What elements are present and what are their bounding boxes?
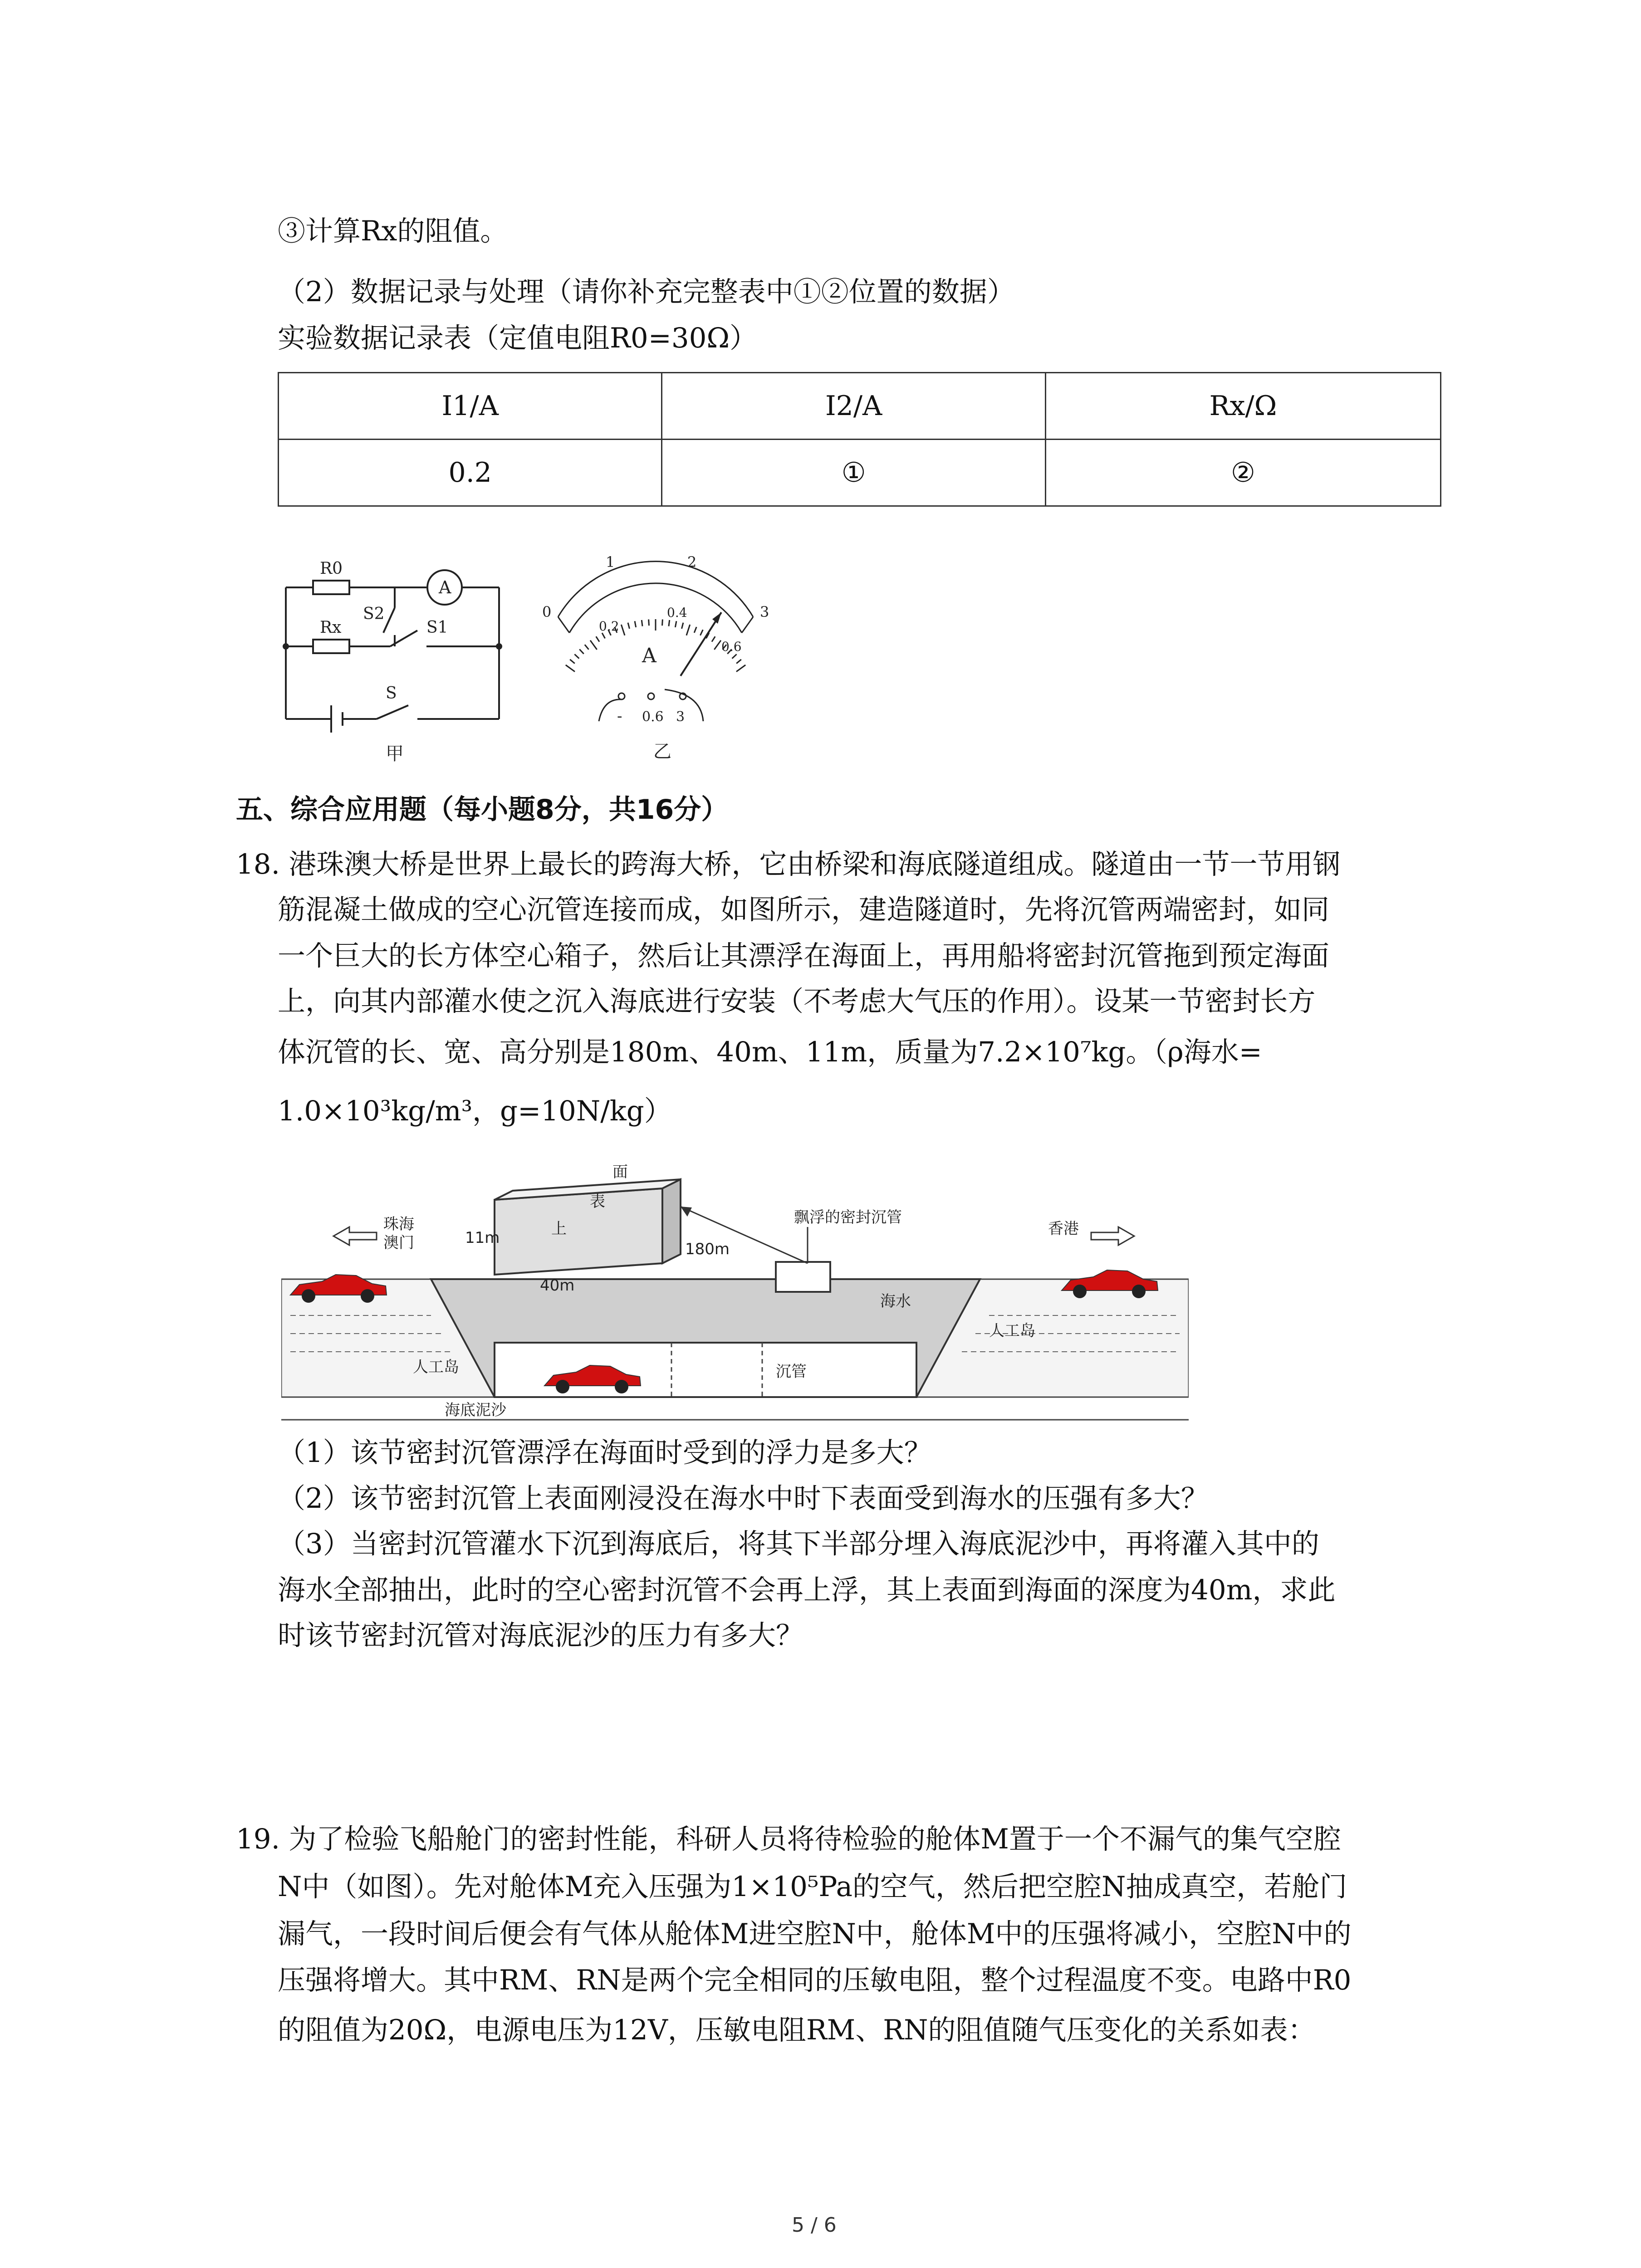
scale-2: 2 bbox=[687, 553, 697, 571]
meter-tick bbox=[694, 627, 696, 633]
scale-0.4: 0.4 bbox=[667, 605, 687, 620]
label-seabed: 海底泥沙 bbox=[445, 1401, 506, 1419]
tunnel-figure bbox=[281, 1143, 1189, 1433]
terminal-0.6: 0.6 bbox=[642, 709, 664, 725]
ammeter-dial bbox=[531, 540, 785, 771]
scale-3: 3 bbox=[760, 603, 769, 621]
table-row bbox=[279, 440, 1441, 506]
scale-0: 0 bbox=[542, 603, 552, 621]
meter-tick bbox=[596, 636, 599, 642]
meter-tick bbox=[628, 623, 629, 629]
q18-sub: （1）该节密封沉管漂浮在海面时受到的浮力是多大？ bbox=[278, 1437, 932, 1469]
meter-tick bbox=[635, 621, 636, 627]
label-tube: 沉管 bbox=[776, 1363, 807, 1381]
meter-tick bbox=[700, 630, 703, 635]
table-header-row bbox=[279, 373, 1441, 440]
section-5-heading: 五、综合应用题（每小题8分，共16分） bbox=[236, 794, 729, 826]
meter-tick bbox=[682, 623, 683, 629]
s2-label: S2 bbox=[363, 605, 385, 623]
table-header-cell: Rx/Ω bbox=[1045, 373, 1440, 440]
page-number: 5 / 6 bbox=[792, 2214, 837, 2237]
q19-line: 压强将增大。其中RM、RN是两个完全相同的压敏电阻，整个过程温度不变。电路中R0 bbox=[278, 1964, 1352, 1996]
meter-tick bbox=[621, 625, 625, 635]
meter-tick bbox=[570, 660, 575, 664]
terminal-3: 3 bbox=[676, 709, 685, 725]
label-island-left: 人工岛 bbox=[413, 1358, 459, 1376]
meter-unit: A bbox=[642, 644, 656, 667]
scale-0.6: 0.6 bbox=[721, 639, 742, 654]
r0-label: R0 bbox=[320, 559, 343, 578]
meter-tick bbox=[736, 665, 745, 672]
step3-text: ③计算Rx的阻值。 bbox=[278, 215, 508, 247]
q19-line: 漏气，一段时间后便会有气体从舱体M进空腔N中，舱体M中的压强将减小，空腔N中的 bbox=[278, 1918, 1352, 1950]
ammeter-label: A bbox=[439, 577, 451, 597]
meter-tick bbox=[675, 621, 676, 627]
meter-needle bbox=[681, 612, 721, 676]
s-label: S bbox=[386, 684, 397, 703]
meter-tick bbox=[579, 649, 583, 654]
part2-text: （2）数据记录与处理（请你补充完整表中①②位置的数据） bbox=[278, 276, 1015, 308]
table-header-cell: I2/A bbox=[662, 373, 1045, 440]
meter-tick bbox=[712, 636, 715, 642]
q19-line: 的阻值为20Ω，电源电压为12V，压敏电阻RM、RN的阻值随气压变化的关系如表： bbox=[278, 2014, 1316, 2046]
surface-char: 上 bbox=[551, 1220, 567, 1238]
q19-line: N中（如图）。先对舱体M充入压强为1×10⁵Pa的空气，然后把空腔N抽成真空，若舱门 bbox=[278, 1871, 1347, 1903]
surface-char: 表 bbox=[590, 1193, 605, 1211]
s1-label: S1 bbox=[426, 618, 448, 637]
figure-label-yi: 乙 bbox=[653, 741, 671, 762]
meter-tick bbox=[574, 654, 579, 658]
q18-line: 筋混凝土做成的空心沉管连接而成，如图所示，建造隧道时，先将沉管两端密封，如同 bbox=[278, 894, 1330, 926]
surface-char: 面 bbox=[612, 1163, 628, 1181]
q19-line: 19. 为了检验飞船舱门的密封性能，科研人员将待检验的舱体M置于一个不漏气的集气空腔 bbox=[236, 1823, 1341, 1855]
table-header-cell: I1/A bbox=[279, 373, 662, 440]
circuit-diagram bbox=[277, 544, 513, 771]
terminal-minus: - bbox=[617, 707, 622, 725]
dim-40m: 40m bbox=[540, 1276, 575, 1295]
q18-sub: 海水全部抽出，此时的空心密封沉管不会再上浮，其上表面到海面的深度为40m，求此 bbox=[278, 1574, 1336, 1606]
figure-label-jia: 甲 bbox=[386, 743, 404, 764]
q18-sub: 时该节密封沉管对海底泥沙的压力有多大？ bbox=[278, 1619, 804, 1652]
q18-line: 体沉管的长、宽、高分别是180m、40m、11m，质量为7.2×10⁷kg。（ρ海水= bbox=[278, 1036, 1262, 1068]
table-cell: 0.2 bbox=[279, 440, 662, 506]
experiment-table bbox=[278, 372, 1441, 507]
table-cell: ① bbox=[662, 440, 1045, 506]
meter-tick bbox=[732, 654, 737, 658]
q18-line: 一个巨大的长方体空心箱子，然后让其漂浮在海面上，再用船将密封沉管拖到预定海面 bbox=[278, 940, 1330, 972]
scale-0.2: 0.2 bbox=[599, 619, 619, 634]
q18-sub: （2）该节密封沉管上表面刚浸没在海水中时下表面受到海水的压强有多大？ bbox=[278, 1482, 1209, 1515]
meter-tick bbox=[714, 640, 721, 650]
label-floating-tube: 飘浮的密封沉管 bbox=[794, 1208, 902, 1227]
meter-tick bbox=[602, 633, 605, 638]
scale-1: 1 bbox=[606, 553, 615, 571]
q18-line: 1.0×10³kg/m³，g=10N/kg） bbox=[278, 1095, 672, 1127]
label-seawater: 海水 bbox=[880, 1292, 911, 1310]
meter-tick bbox=[686, 625, 690, 635]
dim-11m: 11m bbox=[465, 1229, 500, 1247]
label-hongkong: 香港 bbox=[1048, 1220, 1079, 1238]
meter-tick bbox=[669, 620, 670, 626]
meter-tick bbox=[736, 660, 741, 664]
dim-180m: 180m bbox=[685, 1240, 730, 1258]
rx-label: Rx bbox=[320, 618, 342, 637]
meter-tick bbox=[585, 645, 589, 650]
meter-tick bbox=[662, 619, 663, 626]
q18-line: 上，向其内部灌水使之沉入海底进行安装（不考虑大气压的作用）。设某一节密封长方 bbox=[278, 985, 1316, 1017]
table-caption: 实验数据记录表（定值电阻R0=30Ω） bbox=[278, 322, 758, 354]
label-zhuhai: 珠海澳门 bbox=[383, 1215, 414, 1252]
meter-tick bbox=[566, 665, 575, 672]
meter-tick bbox=[590, 640, 597, 650]
label-island-right: 人工岛 bbox=[989, 1322, 1035, 1340]
q18-line: 18. 港珠澳大桥是世界上最长的跨海大桥，它由桥梁和海底隧道组成。隧道由一节一节用钢 bbox=[236, 848, 1341, 880]
q18-sub: （3）当密封沉管灌水下沉到海底后，将其下半部分埋入海底泥沙中，再将灌入其中的 bbox=[278, 1528, 1319, 1560]
table-cell: ② bbox=[1045, 440, 1440, 506]
